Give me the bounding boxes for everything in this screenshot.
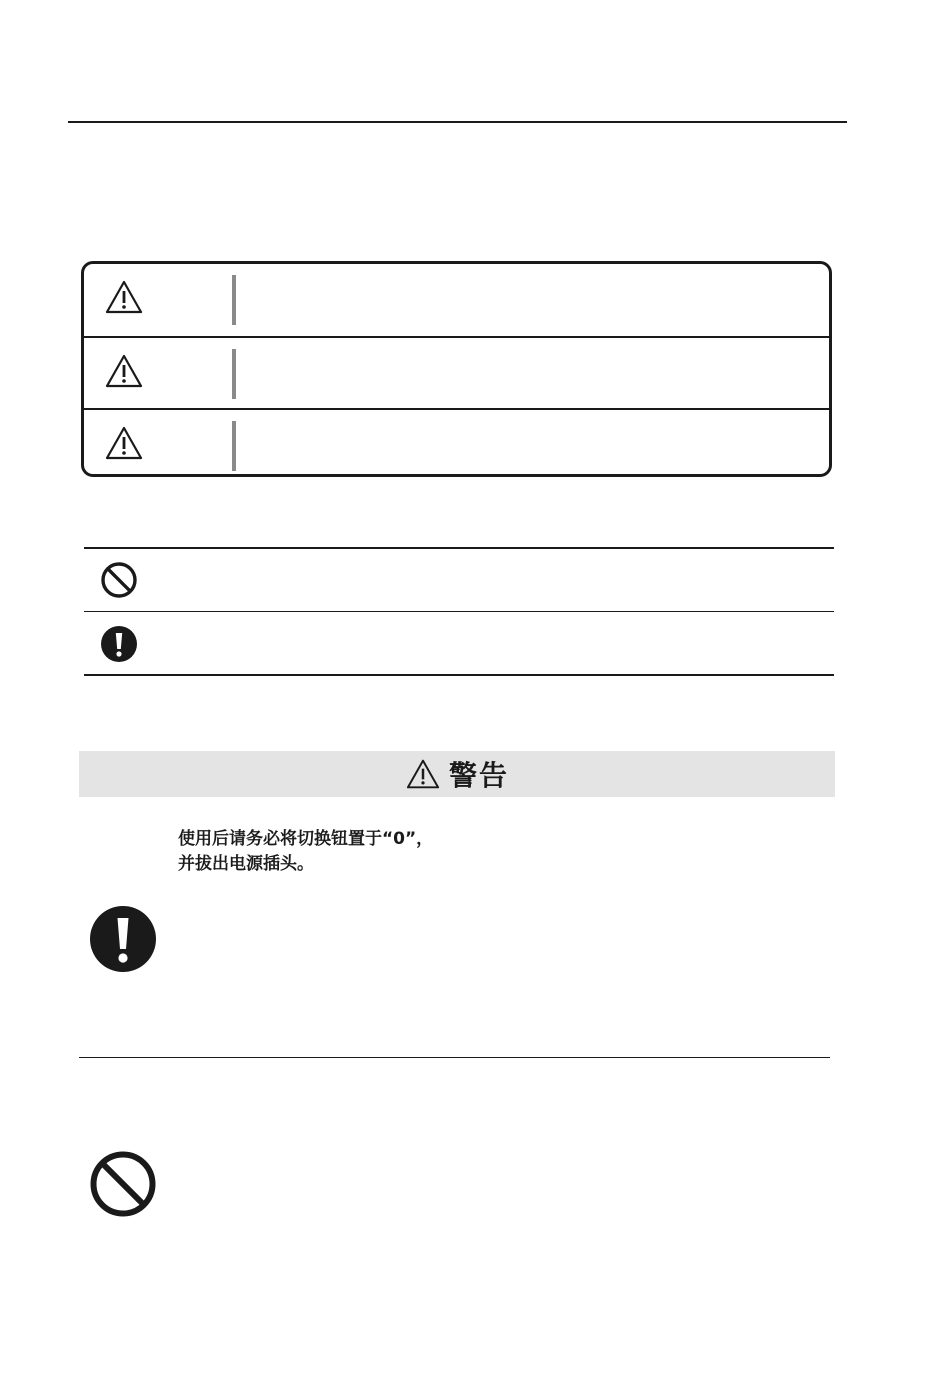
section-divider: [79, 1057, 830, 1058]
legend-rule-bottom: [84, 674, 834, 676]
prohibition-icon: [100, 561, 138, 599]
prohibition-icon: [89, 1150, 157, 1218]
row-divider-bar: [232, 275, 236, 325]
legend-rule-middle: [84, 611, 834, 612]
instruction-line-1: 使用后请务必将切换钮置于“0”，: [178, 829, 434, 849]
instruction-line-2: 并拔出电源插头。: [178, 854, 314, 874]
warning-title: 警告: [448, 759, 509, 792]
warning-triangle-icon: [104, 353, 144, 389]
mandatory-icon: [100, 625, 138, 663]
warning-triangle-icon: [104, 425, 144, 461]
hazard-level-row: [84, 336, 829, 410]
warning-banner: [79, 751, 835, 797]
mandatory-icon: [89, 905, 157, 973]
legend-rule-top: [84, 547, 834, 549]
hazard-level-row: [84, 408, 829, 482]
row-divider-bar: [232, 349, 236, 399]
hazard-level-box: [81, 261, 832, 477]
top-rule: [68, 121, 847, 123]
warning-triangle-icon: [104, 279, 144, 315]
warning-triangle-icon: [405, 758, 441, 790]
row-divider-bar: [232, 421, 236, 471]
instruction-text: [178, 827, 433, 877]
hazard-level-row: [84, 264, 829, 336]
